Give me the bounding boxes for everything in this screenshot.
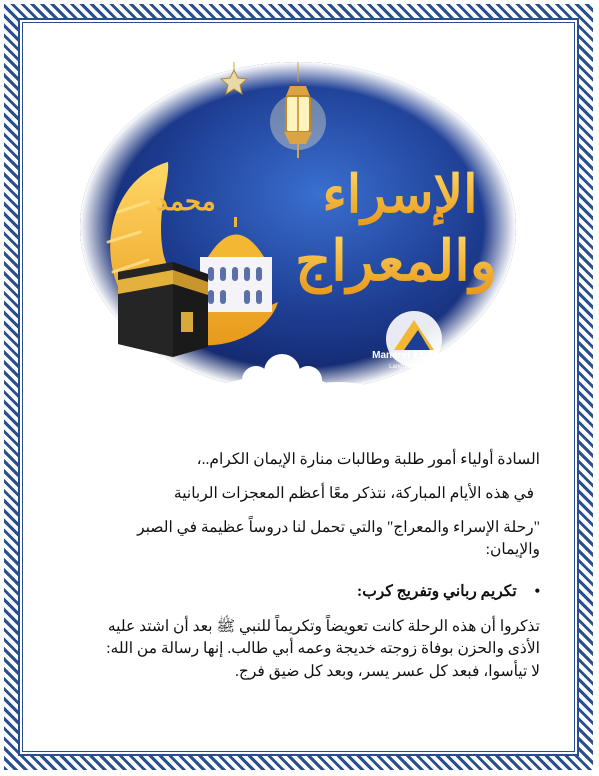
intro-line-3: والإيمان:	[485, 541, 540, 558]
bullet-heading	[357, 582, 540, 601]
logo-subtitle: Language Schools	[389, 364, 439, 370]
kaaba-icon	[118, 262, 208, 357]
body-line-1: تذكروا أن هذه الرحلة كانت تعويضاً وتكريماً للنبي ﷺ بعد أن اشتد عليه	[107, 618, 540, 635]
body-line-3: لا تيأسوا، فبعد كل عسر يسر، وبعد كل ضيق فرج.	[234, 663, 540, 680]
logo-name: Manaret EL Eman	[372, 350, 456, 361]
greeting-line: السادة أولياء أمور طلبة وطالبات منارة الإيمان الكرام..،	[196, 451, 540, 468]
muhammad-calligraphy: محمد	[156, 187, 216, 217]
intro-line-2: "رحلة الإسراء والمعراج" والتي تحمل لنا دروساً عظيمة في الصبر	[137, 519, 540, 536]
isra-miraj-banner	[78, 62, 518, 407]
title-line-2: والمعراج	[295, 228, 497, 294]
title-line-1: الإسراء	[322, 164, 478, 225]
intro-line: في هذه الأيام المباركة، نتذكر معًا أعظم المعجزات الربانية	[173, 485, 534, 502]
bullet-marker: •	[534, 583, 540, 600]
bullet-heading-text: تكريم رباني وتفريج كرب:	[357, 583, 517, 600]
body-line-2: الأذى والحزن بوفاة زوجته خديجة وعمه أبي طالب. إنها رسالة من الله:	[106, 640, 540, 657]
